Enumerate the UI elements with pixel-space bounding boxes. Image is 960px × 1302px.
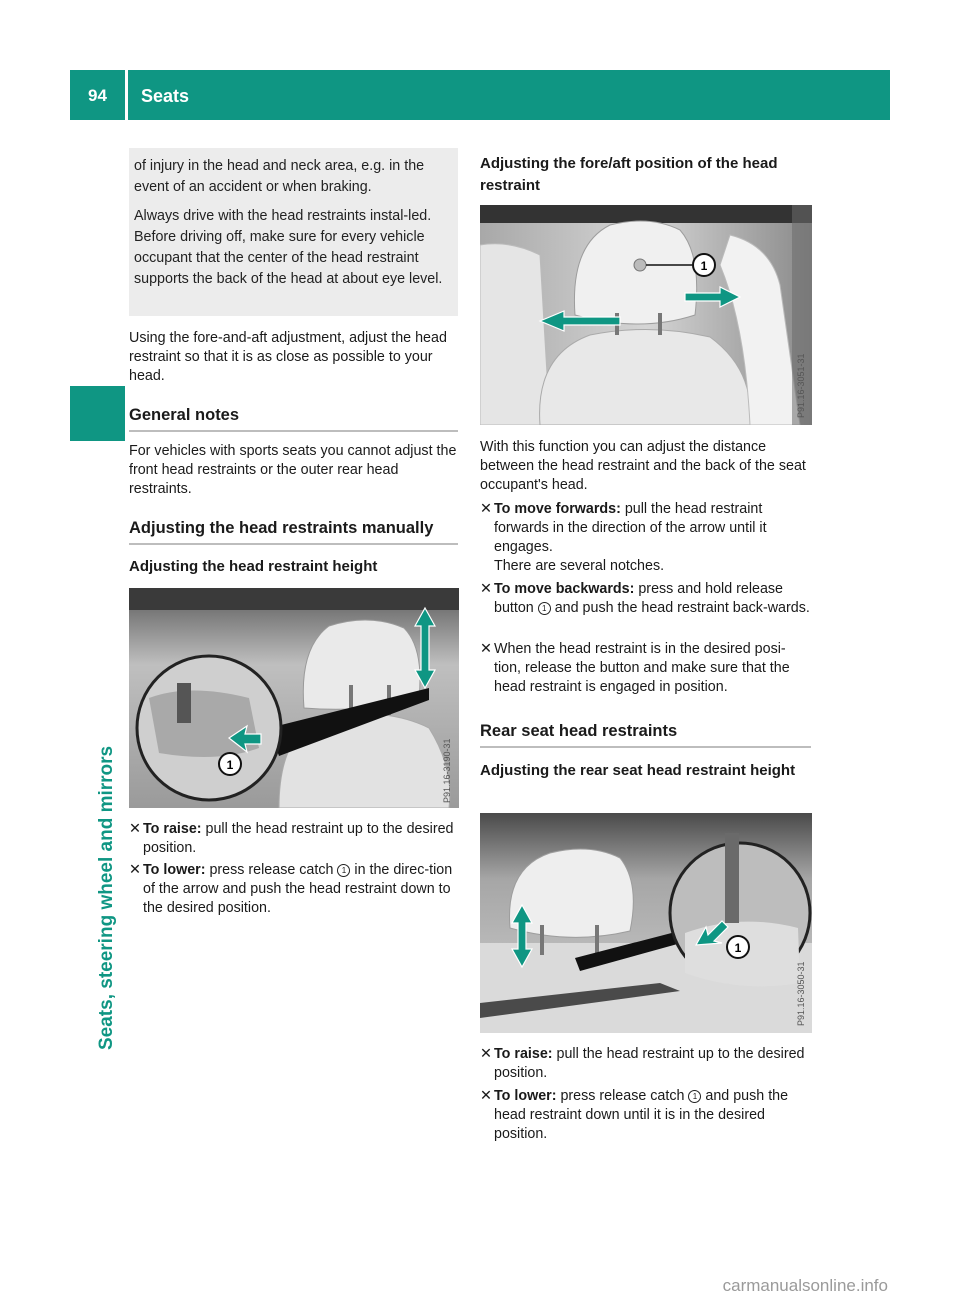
figure-callout: 1	[700, 259, 708, 273]
move-forwards-instruction: ✕ To move forwards: pull the head restraint forwards in the direction of the arrow until it engages. There are several notches.	[480, 501, 767, 574]
arrow-bullet-icon: ✕	[480, 501, 492, 517]
callout-number-icon: 1	[337, 864, 350, 877]
figure-code: P91.16-3190-31	[442, 738, 452, 803]
rear-lower-instruction: ✕ To lower: press release catch 1 and push the head restraint down until it is in the desired position.	[480, 1088, 789, 1142]
rear-height-subheading: Adjusting the rear seat head restraint height	[480, 762, 796, 779]
callout-number-icon: 1	[688, 1090, 701, 1103]
figure-code: P91.16-3051-31	[796, 353, 806, 418]
foreaft-subheading: Adjusting the fore/aft position of the head restraint	[480, 155, 778, 194]
rear-height-figure	[480, 813, 812, 1033]
arrow-bullet-icon: ✕	[129, 862, 141, 878]
height-adjust-figure	[129, 588, 459, 808]
chapter-title: Seats, steering wheel and mirrors	[96, 745, 117, 1050]
figure-code: P91.16-3050-31	[796, 961, 806, 1026]
arrow-bullet-icon: ✕	[480, 641, 492, 657]
warning-text-2: Always drive with the head restraints instal-led. Before driving off, make sure for every vehicle occupant that the center of the head restraint supports the back of the head at about eye level.	[134, 208, 443, 287]
watermark: carmanualsonline.info	[722, 1276, 888, 1295]
chapter-tab	[70, 386, 125, 441]
intro-text: Using the fore-and-aft adjustment, adjust the head restraint so that it is as close as possible to your head.	[129, 330, 447, 384]
general-notes-heading: General notes	[129, 406, 240, 424]
arrow-bullet-icon: ✕	[480, 581, 492, 597]
header-separator	[125, 70, 128, 120]
manual-adjust-heading: Adjusting the head restraints manually	[129, 519, 434, 537]
arrow-bullet-icon: ✕	[480, 1046, 492, 1062]
general-notes-text: For vehicles with sports seats you cannot adjust the front head restraints or the outer rear head restraints.	[129, 443, 457, 497]
move-backwards-instruction: ✕ To move backwards: press and hold release button 1 and push the head restraint back-wards.	[480, 581, 810, 616]
page-number: 94	[88, 86, 107, 105]
figure-callout: 1	[226, 758, 234, 772]
arrow-bullet-icon: ✕	[129, 821, 141, 837]
warning-text-1: of injury in the head and neck area, e.g. in the event of an accident or when braking.	[134, 158, 425, 195]
rear-restraints-heading: Rear seat head restraints	[480, 722, 678, 740]
rear-raise-instruction: ✕ To raise: pull the head restraint up to the desired position.	[480, 1046, 805, 1081]
section-rule	[480, 746, 811, 748]
section-rule	[129, 543, 458, 545]
lower-instruction: ✕ To lower: press release catch 1 in the direc-tion of the arrow and push the head restraint down to the desired position.	[129, 862, 453, 916]
height-subheading: Adjusting the head restraint height	[129, 558, 378, 575]
callout-number-icon: 1	[538, 602, 551, 615]
figure-callout: 1	[734, 941, 742, 955]
foreaft-intro: With this function you can adjust the distance between the head restraint and the back of the seat occupant's head.	[480, 439, 806, 493]
desired-position-instruction: ✕ When the head restraint is in the desired posi-tion, release the button and make sure that the head restraint is engaged in position.	[480, 641, 790, 695]
page-title: Seats	[141, 86, 190, 106]
section-rule	[129, 430, 458, 432]
arrow-bullet-icon: ✕	[480, 1088, 492, 1104]
raise-instruction: ✕ To raise: pull the head restraint up to the desired position.	[129, 821, 454, 856]
foreaft-adjust-figure	[480, 205, 812, 425]
header-bar	[70, 70, 890, 120]
